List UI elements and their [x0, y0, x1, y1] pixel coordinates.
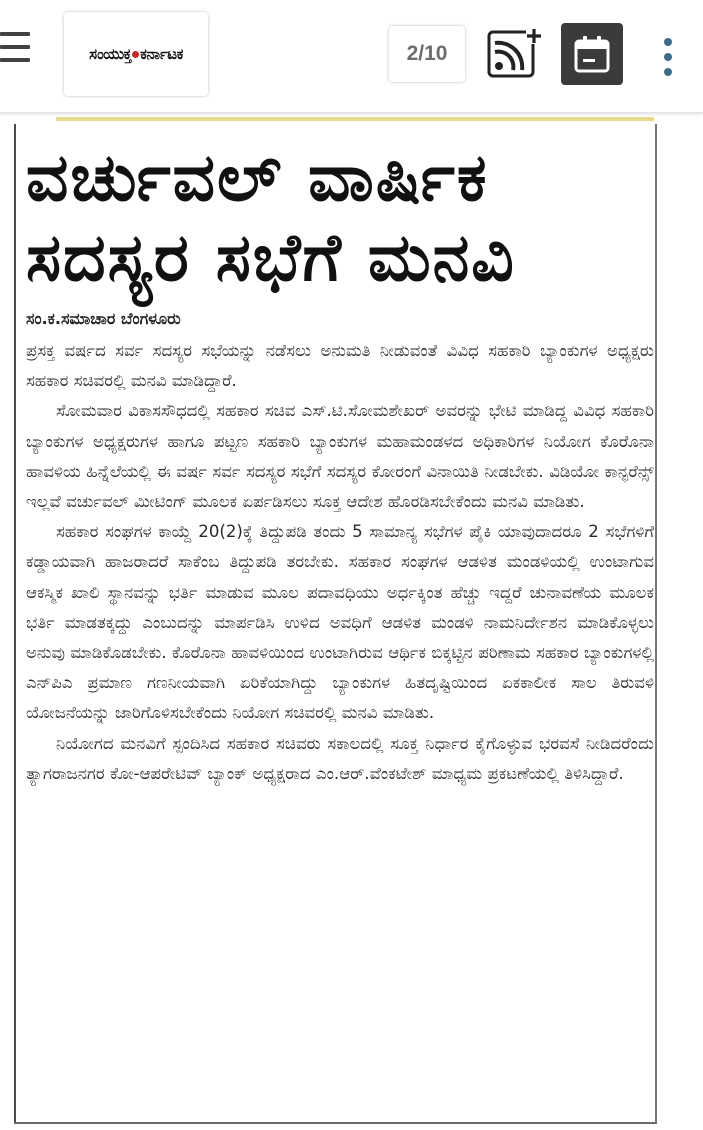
- hamburger-menu-icon[interactable]: [0, 30, 32, 64]
- top-app-bar: [0, 0, 703, 113]
- article-paragraph-3: ಸಹಕಾರ ಸಂಘಗಳ ಕಾಯ್ದೆ 20(2)ಕ್ಕೆ ತಿದ್ದುಪಡಿ ತಂದು 5 ಸಾಮಾನ್ಯ ಸಭೆಗಳ ಪೈಕಿ ಯಾವುದಾದರೂ 2 ಸಭೆಗಳಿಗೆ ಕಡ್ಡಾಯವಾಗಿ ಹಾಜರಾದರೆ ಸಾಕೆಂಬ ತಿದ್ದುಪಡಿ ತರಬೇಕು. ಸಹಕಾರ ಸಂಘಗಳ ಆಡಳಿತ ಮಂಡಳಿಯಲ್ಲಿ ಉಂಟಾಗುವ ಆಕಸ್ಮಿಕ ಖಾಲಿ ಸ್ಥಾನವನ್ನು ಭರ್ತಿ ಮಾಡುವ ಮೂಲ ಪದಾವಧಿಯು ಅರ್ಧಕ್ಕಿಂತ ಹೆಚ್ಚು ಇದ್ದರೆ ಚುನಾವಣೆಯ ಮೂಲಕ ಭರ್ತಿ ಮಾಡತಕ್ಕದ್ದು ಎಂಬುದನ್ನು ಮಾರ್ಪಡಿಸಿ ಉಳಿದ ಅವಧಿಗೆ ಆಡಳಿತ ಮಂಡಳಿ ನಾಮನಿರ್ದೇಶನ ಮಾಡಿಕೊಳ್ಳಲು ಅನುವು ಮಾಡಿಕೊಡಬೇಕು. ಕೊರೊನಾ ಹಾವಳಿಯಿಂದ ಉಂಟಾಗಿರುವ ಆರ್ಥಿಕ ಬಿಕ್ಕಟ್ಟಿನ ಪರಿಣಾಮ ಸಹಕಾರ ಬ್ಯಾಂಕುಗಳಲ್ಲಿ ಎನ್‌ಪಿಎ ಪ್ರಮಾಣ ಗಣನೀಯವಾಗಿ ಏರಿಕೆಯಾಗಿದ್ದು ಬ್ಯಾಂಕುಗಳ ಹಿತದೃಷ್ಟಿಯಿಂದ ಏಕಕಾಲೀಕ ಸಾಲ ತಿರುವಳಿ ಯೋಜನೆಯನ್ನು ಜಾರಿಗೊಳಿಸಬೇಕೆಂದು ನಿಯೋಗ ಸಚಿವರಲ್ಲಿ ಮನವಿ ಮಾಡಿತು.: [26, 522, 654, 723]
- clipping-left-border: [14, 124, 16, 1124]
- rss-feed-add-icon[interactable]: [486, 26, 544, 82]
- article-paragraph-4: ನಿಯೋಗದ ಮನವಿಗೆ ಸ್ಪಂದಿಸಿದ ಸಹಕಾರ ಸಚಿವರು ಸಕಾಲದಲ್ಲಿ ಸೂಕ್ತ ನಿರ್ಧಾರ ಕೈಗೊಳ್ಳುವ ಭರವಸೆ ನೀಡಿದರೆಂದು ತ್ಯಾಗರಾಜನಗರ ಕೋ-ಆಪರೇಟಿವ್ ಬ್ಯಾಂಕ್ ಅಧ್ಯಕ್ಷರಾದ ಎಂ.ಆರ್.ವೆಂಕಟೇಶ್ ಮಾಧ್ಯಮ ಪ್ರಕಟಣೆಯಲ್ಲಿ ತಿಳಿಸಿದ್ದಾರೆ.: [26, 733, 654, 783]
- logo-dot: [132, 51, 139, 58]
- headline-line-1: ವರ್ಚುವಲ್ ವಾರ್ಷಿಕ: [26, 139, 489, 216]
- more-vertical-icon[interactable]: [660, 38, 676, 84]
- article-headline: [26, 138, 652, 298]
- newspaper-logo[interactable]: [64, 12, 208, 96]
- clipping-right-border: [655, 124, 657, 1124]
- article-byline: ಸಂ.ಕ.ಸಮಾಚಾರ ಬೆಂಗಳೂರು: [26, 309, 181, 328]
- calendar-icon[interactable]: [561, 23, 623, 85]
- headline-line-2: ಸದಸ್ಯರ ಸಭೆಗೆ ಮನವಿ: [26, 219, 516, 296]
- page-indicator[interactable]: 2/10: [389, 26, 465, 82]
- article-paragraph-1: ಪ್ರಸಕ್ತ ವರ್ಷದ ಸರ್ವ ಸದಸ್ಯರ ಸಭೆಯನ್ನು ನಡೆಸಲು ಅನುಮತಿ ನೀಡುವಂತೆ ವಿವಿಧ ಸಹಕಾರಿ ಬ್ಯಾಂಕುಗಳ ಅಧ್ಯಕ್ಷರು ಸಹಕಾರ ಸಚಿವರಲ್ಲಿ ಮನವಿ ಮಾಡಿದ್ದಾರೆ.: [26, 341, 654, 391]
- clipping-top-rule: [56, 117, 654, 121]
- article-paragraph-2: ಸೋಮವಾರ ವಿಕಾಸಸೌಧದಲ್ಲಿ ಸಹಕಾರ ಸಚಿವ ಎಸ್.ಟಿ.ಸೋಮಶೇಖರ್ ಅವರನ್ನು ಭೇಟಿ ಮಾಡಿದ್ದ ವಿವಿಧ ಸಹಕಾರಿ ಬ್ಯಾಂಕುಗಳ ಅಧ್ಯಕ್ಷರುಗಳ ಹಾಗೂ ಪಟ್ಟಣ ಸಹಕಾರಿ ಬ್ಯಾಂಕುಗಳ ಮಹಾಮಂಡಳದ ಅಧಿಕಾರಿಗಳ ನಿಯೋಗ ಕೊರೊನಾ ಹಾವಳಿಯ ಹಿನ್ನೆಲೆಯಲ್ಲಿ ಈ ವರ್ಷ ಸರ್ವ ಸದಸ್ಯರ ಸಭೆಗೆ ಸದಸ್ಯರ ಕೋರಂಗೆ ವಿನಾಯಿತಿ ನೀಡಬೇಕು. ವಿಡಿಯೋ ಕಾನ್ಫರೆನ್ಸ್ ಇಲ್ಲವೆ ವರ್ಚುವಲ್ ಮೀಟಿಂಗ್ ಮೂಲಕ ಏರ್ಪಡಿಸಲು ಸೂಕ್ತ ಆದೇಶ ಹೊರಡಿಸಬೇಕೆಂದು ಮನವಿ ಮಾಡಿತು.: [26, 401, 654, 512]
- clipping-bottom-rule: [14, 1122, 657, 1124]
- logo-text: ಸಂಯುಕ್ತ ಕರ್ನಾಟಕ: [89, 45, 183, 63]
- article-body: [26, 336, 654, 789]
